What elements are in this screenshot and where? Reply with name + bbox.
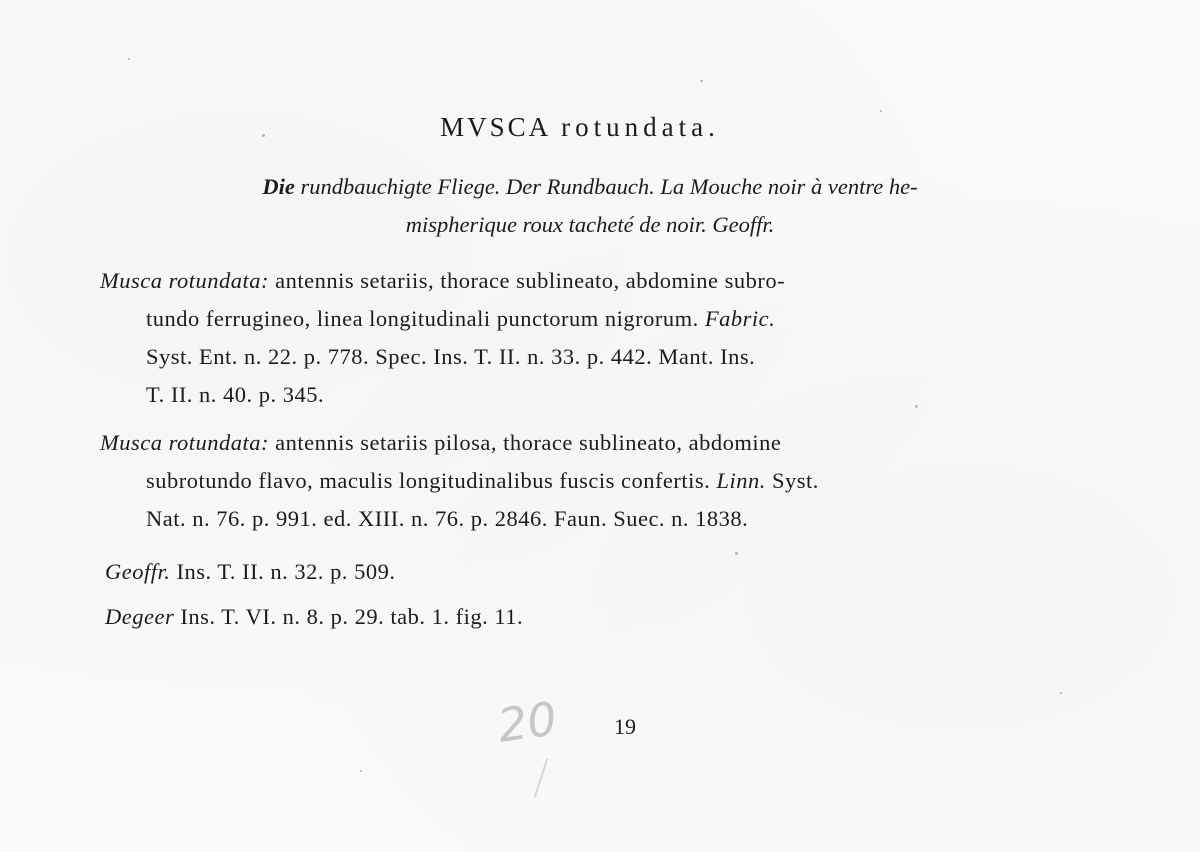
entry1-name: Musca rotundata:: [100, 268, 270, 293]
paper-speck: [700, 80, 703, 82]
entry2-line-1-text: antennis setariis pilosa, thorace sublineato, abdomine: [269, 430, 782, 455]
entry2-author: Linn.: [716, 468, 766, 493]
reference-geoffroy: [105, 553, 1105, 591]
entry1-line-1: [100, 262, 1100, 300]
entry2-name: Musca rotundata:: [100, 430, 270, 455]
ref2-line: [105, 598, 1105, 636]
entry1-line-3: Syst. Ent. n. 22. p. 778. Spec. Ins. T. II. n. 33. p. 442. Mant. Ins.: [146, 344, 756, 369]
entry1-author: Fabric.: [704, 306, 776, 331]
entry1-line-4: T. II. n. 40. p. 345.: [146, 382, 325, 407]
ref1-author: Geoffr.: [105, 559, 171, 584]
page-number: 19: [614, 714, 636, 739]
page-title: [0, 112, 1160, 143]
paper-speck: [915, 405, 918, 408]
entry2-line-3: Nat. n. 76. p. 991. ed. XIII. n. 76. p. 2846. Faun. Suec. n. 1838.: [146, 506, 749, 531]
entry1-line-1-text: antennis setariis, thorace sublineato, abdomine subro-: [269, 268, 786, 293]
paper-speck: [735, 552, 738, 555]
entry1-line-2: [100, 300, 1100, 338]
handwritten-number: 20: [494, 691, 561, 753]
entry2-line-2-text: subrotundo flavo, maculis longitudinalibus fuscis confertis.: [146, 468, 717, 493]
entry2-line-2-tail: Syst.: [765, 468, 819, 493]
entry2-line-1: [100, 424, 1100, 462]
pencil-mark: [534, 759, 548, 798]
ref2-text: Ins. T. VI. n. 8. p. 29. tab. 1. fig. 11.: [174, 604, 524, 629]
paper-speck: [360, 770, 362, 772]
common-names: [70, 168, 1110, 244]
common-names-line-1-text: rundbauchigte Fliege. Der Rundbauch. La Mouche noir à ventre he-: [300, 174, 918, 199]
common-names-die: Die: [262, 174, 295, 199]
common-names-line-2: mispherique roux tacheté de noir. Geoffr.: [405, 212, 775, 237]
title-genus: MVSCA: [440, 112, 552, 142]
common-names-line-1: [70, 168, 1110, 206]
ref2-author: Degeer: [105, 604, 175, 629]
paper-speck: [1060, 692, 1062, 694]
paper-speck: [880, 110, 882, 112]
entry2-line-2: [100, 462, 1100, 500]
ref1-text: Ins. T. II. n. 32. p. 509.: [170, 559, 396, 584]
paper-speck: [128, 58, 130, 60]
ref1-line: [105, 553, 1105, 591]
paper-speck: [262, 134, 265, 137]
synonym-entry-linnaeus: [100, 424, 1100, 538]
title-species: rotundata.: [561, 112, 720, 142]
synonym-entry-fabricius: [100, 262, 1100, 414]
entry1-line-2-text: tundo ferrugineo, linea longitudinali punctorum nigrorum.: [146, 306, 705, 331]
reference-degeer: [105, 598, 1105, 636]
